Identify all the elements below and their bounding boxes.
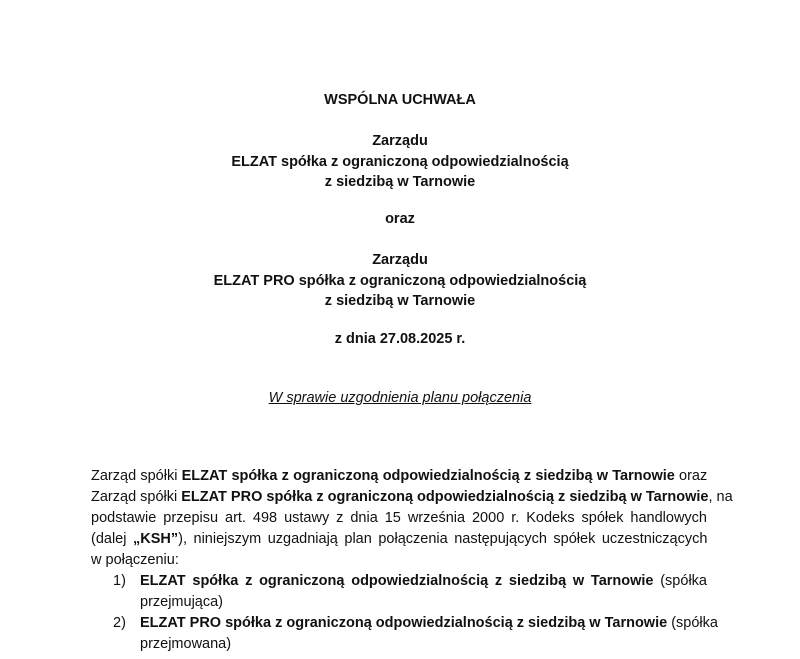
paragraph-line [91, 487, 733, 508]
paragraph-line [91, 466, 707, 487]
list-number: 2) [113, 615, 126, 631]
board1-label: Zarządu [372, 133, 428, 149]
conjunction: oraz [385, 211, 415, 227]
company-name-bold: ELZAT spółka z ograniczoną odpowiedzialnością z siedzibą w Tarnowie [181, 468, 675, 484]
company-role: przejmowana) [140, 636, 232, 652]
text: (spółka [667, 615, 718, 631]
list-number: 1) [113, 573, 126, 589]
company-role: przejmująca) [140, 594, 223, 610]
text: (dalej [91, 531, 133, 547]
company-list [113, 571, 718, 655]
paragraph-line: w połączeniu: [91, 552, 179, 568]
text: ), niniejszym uzgadniają plan połączenia następujących spółek uczestniczących [178, 531, 708, 547]
board2-seat: z siedzibą w Tarnowie [324, 293, 476, 309]
intro-paragraph [91, 466, 733, 571]
text: Zarząd spółki [91, 468, 182, 484]
board2-company: ELZAT PRO spółka z ograniczoną odpowiedzialnością [213, 273, 587, 289]
list-item [113, 571, 707, 613]
board1-company: ELZAT spółka z ograniczoną odpowiedzialnością [231, 154, 569, 170]
ksh-abbrev: „KSH” [133, 531, 179, 547]
list-item [113, 613, 718, 655]
company-name-bold: ELZAT PRO spółka z ograniczoną odpowiedzialnością z siedzibą w Tarnowie [181, 489, 709, 505]
paragraph-line [91, 529, 707, 550]
company-name-bold: ELZAT PRO spółka z ograniczoną odpowiedzialnością z siedzibą w Tarnowie [140, 615, 668, 631]
text: , na [708, 489, 733, 505]
text: Zarząd spółki [91, 489, 182, 505]
document-title: WSPÓLNA UCHWAŁA [324, 92, 476, 108]
paragraph-line: podstawie przepisu art. 498 ustawy z dnia 15 września 2000 r. Kodeks spółek handlowych [91, 510, 707, 526]
board2-label: Zarządu [372, 252, 428, 268]
list-line [140, 613, 718, 634]
text: (spółka [653, 573, 707, 589]
company-name-bold: ELZAT spółka z ograniczoną odpowiedzialnością z siedzibą w Tarnowie [140, 573, 654, 589]
subject-line: W sprawie uzgodnienia planu połączenia [268, 390, 532, 406]
date-line: z dnia 27.08.2025 r. [334, 331, 466, 347]
list-line [140, 571, 707, 592]
text: oraz [674, 468, 708, 484]
board1-seat: z siedzibą w Tarnowie [324, 174, 476, 190]
